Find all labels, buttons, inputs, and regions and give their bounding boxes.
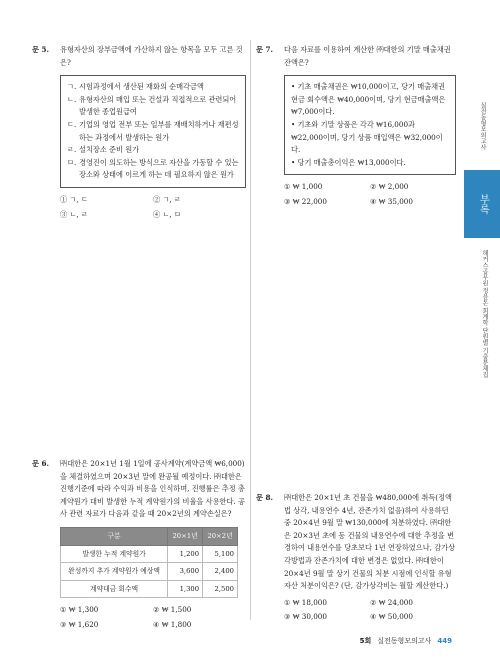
table-header: 20×1년 (168, 527, 203, 545)
session-label: 5회 (359, 637, 372, 646)
choice-1[interactable]: ① ㄱ, ㄷ (60, 194, 88, 204)
data-table (60, 527, 238, 598)
choice-3[interactable]: ③ ₩ 1,620 (60, 619, 99, 629)
choice-2[interactable]: ② ㄱ, ㄹ (153, 194, 181, 204)
table-row: 발생한 누적 계약원가 1,200 5,100 (61, 545, 238, 563)
table-row: 계약대금 회수액 1,300 2,500 (61, 580, 238, 598)
answer-choices (60, 604, 246, 631)
table-row: 완성까지 추가 계약원가 예상액 3,600 2,400 (61, 563, 238, 581)
choice-1[interactable]: ① ₩ 18,000 (284, 597, 327, 607)
answer-choices (60, 194, 246, 221)
choice-3[interactable]: ③ ㄴ, ㄹ (60, 209, 88, 219)
sidebar-book-title: 해커스공무원 정윤돈 회계학 단원별 기출문제집 (481, 250, 488, 378)
list-item: • 당기 매출총이익은 ₩13,000이다. (291, 157, 406, 167)
list-item: • 기초와 기말 상품은 각각 ₩16,000과 ₩22,000이며, 당기 상품 매입액은 ₩32,000이다. (291, 119, 443, 155)
question-8 (256, 492, 456, 624)
choice-2[interactable]: ② ₩ 1,500 (153, 605, 192, 615)
choice-3[interactable]: ③ ₩ 22,000 (284, 196, 327, 206)
item-box (60, 75, 246, 188)
choice-2[interactable]: ② ₩ 2,000 (370, 182, 409, 192)
question-stem: ㈜대한은 20×1년 초 건물을 ₩480,000에 취득(정액법 상각, 내용연수 4년, 잔존가치 없음)하여 사용하던 중 20×4년 9월 말 ₩130,000에 처분하였다. ㈜대한은 20×3년 초에 동 건물의 내용연수에 대한 추정을 변경하여 내용연수를 당초보다 1년 연장하였으나, 감가상각방법과 잔존가치에 대한 변경은 없었다. ㈜대한이 20×4년 9월 말 상기 건물의 처분 시점에 인식할 유형자산 처분이익은? (단, 감가상각비는 월할 계산한다.) (284, 493, 456, 591)
question-5 (32, 44, 246, 221)
page-number: 449 (437, 637, 452, 646)
answer-choices (284, 597, 456, 624)
column-divider (250, 40, 251, 620)
list-item: ㄹ. 설치장소 준비 원가 (67, 145, 140, 155)
question-6 (32, 458, 246, 632)
question-stem: 유형자산의 장부금액에 가산하지 않는 항목을 모두 고른 것은? (60, 45, 243, 67)
choice-4[interactable]: ④ ₩ 1,800 (153, 619, 192, 629)
list-item: ㄴ. 유형자산의 매입 또는 건설과 직접적으로 관련되어 발생한 종업원급여 (67, 94, 237, 117)
choice-4[interactable]: ④ ₩ 50,000 (370, 612, 413, 622)
list-item: ㄱ. 시험과정에서 생산된 재화의 순매각금액 (67, 82, 204, 92)
question-stem: ㈜대한은 20×1년 1월 1일에 공사계약(계약금액 ₩6,000)을 체결하였으며 20×3년 말에 완공될 예정이다. ㈜대한은 진행기준에 따라 수익과 비용을 인식하며, 진행률은 추정 총 계약원가 대비 발생한 누적 계약원가의 비율을 사용한다. 공사 관련 자료가 다음과 같을 때 20×2년의 계약손실은? (60, 459, 245, 519)
choice-3[interactable]: ③ ₩ 30,000 (284, 612, 327, 622)
choice-4[interactable]: ④ ㄴ, ㅁ (153, 209, 181, 219)
list-item: ㅁ. 경영진이 의도하는 방식으로 자산을 가동할 수 있는 장소와 상태에 이르게 하는 데 필요하지 않은 원가 (67, 157, 239, 180)
choice-2[interactable]: ② ₩ 24,000 (370, 597, 413, 607)
table-header: 구분 (61, 527, 168, 545)
table-header: 20×2년 (203, 527, 238, 545)
footer-title: 실전동형모의고사 (377, 637, 432, 646)
choice-4[interactable]: ④ ₩ 35,000 (370, 196, 413, 206)
question-7 (256, 44, 456, 209)
choice-1[interactable]: ① ₩ 1,300 (60, 605, 99, 615)
list-item: • 기초 매출채권은 ₩10,000이고, 당기 매출채권 현금 회수액은 ₩40,000이며, 당기 현금매출액은 ₩7,000이다. (291, 82, 446, 117)
list-item: ㄷ. 기업의 영업 전부 또는 일부를 재배치하거나 재편성하는 과정에서 발생하는 원가 (67, 119, 239, 142)
page-footer (360, 635, 452, 648)
question-number: 문 7. (256, 45, 273, 54)
question-number: 문 5. (32, 45, 49, 54)
answer-choices (284, 181, 456, 208)
item-box (284, 75, 456, 175)
appendix-tab[interactable]: 부록 (464, 170, 500, 238)
question-number: 문 8. (256, 493, 273, 502)
question-stem: 다음 자료를 이용하여 계산한 ㈜대한의 기말 매출채권 잔액은? (284, 45, 451, 67)
sidebar-section-title: 실전동형모의고사 (479, 102, 486, 150)
choice-1[interactable]: ① ₩ 1,000 (284, 182, 323, 192)
question-number: 문 6. (32, 459, 49, 468)
